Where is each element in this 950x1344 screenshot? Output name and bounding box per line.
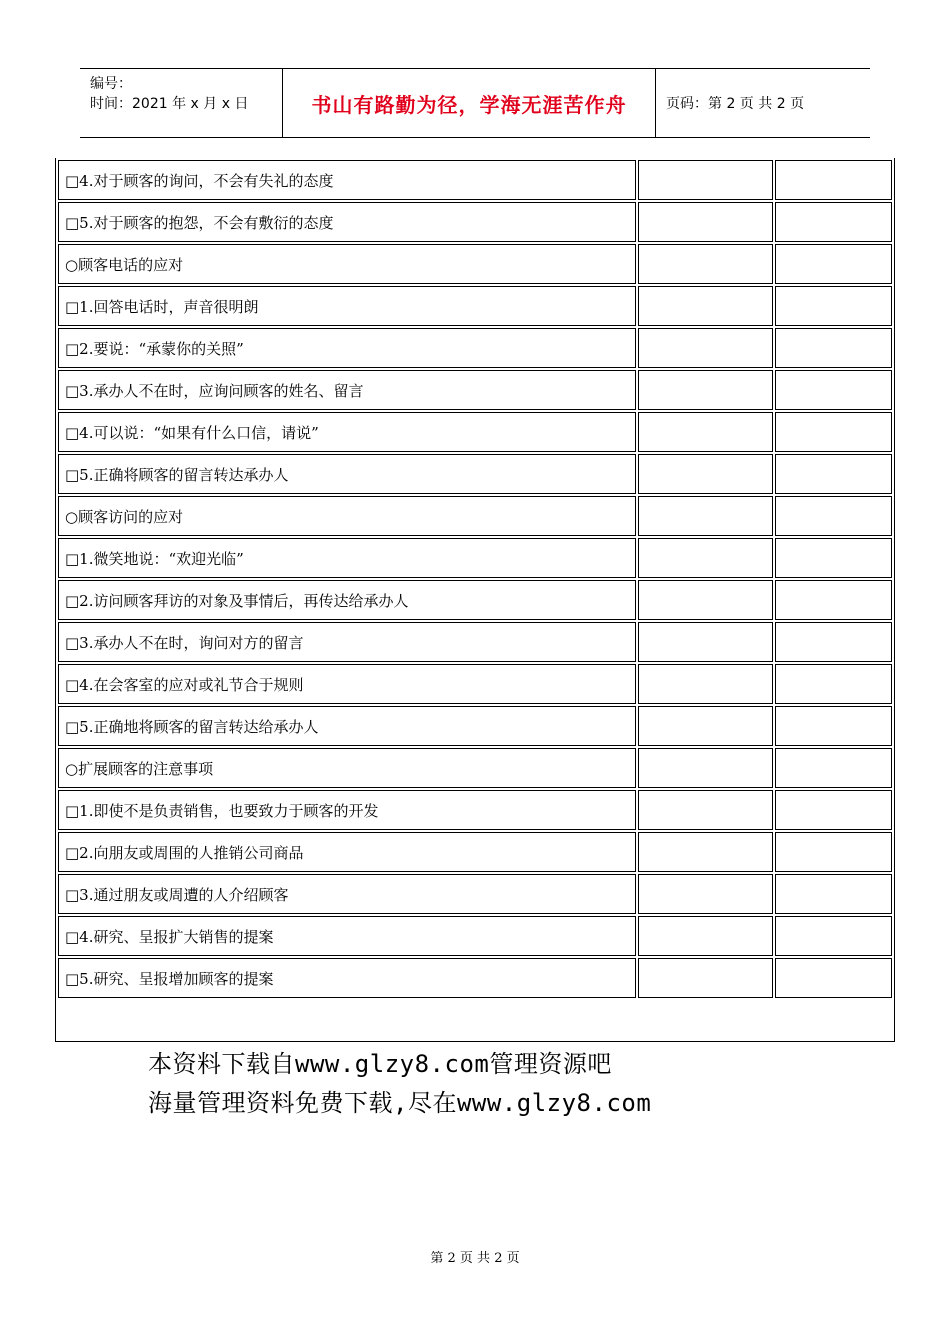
checklist-item-label: □1.即使不是负责销售，也要致力于顾客的开发 [58, 790, 636, 830]
check-cell-2[interactable] [775, 706, 892, 746]
table-row [58, 916, 892, 956]
header-page-info [656, 69, 870, 137]
checklist-body [58, 160, 892, 998]
checklist-table-frame [55, 158, 895, 1042]
check-cell-2[interactable] [775, 496, 892, 536]
check-cell-1[interactable] [638, 244, 773, 284]
table-row [58, 874, 892, 914]
table-row [58, 328, 892, 368]
table-row [58, 958, 892, 998]
check-cell-1[interactable] [638, 286, 773, 326]
table-row [58, 454, 892, 494]
check-cell-1[interactable] [638, 580, 773, 620]
check-cell-2[interactable] [775, 370, 892, 410]
page-info-text: 页码：第 2 页 共 2 页 [666, 96, 805, 112]
table-row [58, 496, 892, 536]
check-cell-1[interactable] [638, 748, 773, 788]
check-cell-1[interactable] [638, 538, 773, 578]
check-cell-1[interactable] [638, 370, 773, 410]
page-footer: 第 2 页 共 2 页 [430, 1251, 520, 1266]
checklist-item-label: ○顾客访问的应对 [58, 496, 636, 536]
table-row [58, 706, 892, 746]
checklist-item-label: ○扩展顾客的注意事项 [58, 748, 636, 788]
checklist-item-label: ○顾客电话的应对 [58, 244, 636, 284]
checklist-item-label: □5.研究、呈报增加顾客的提案 [58, 958, 636, 998]
check-cell-2[interactable] [775, 622, 892, 662]
time-label: 时间：2021 年 x 月 x 日 [90, 96, 249, 112]
promo-line-1: 本资料下载自www.glzy8.com管理资源吧 [148, 1050, 612, 1078]
check-cell-1[interactable] [638, 706, 773, 746]
header-meta [80, 69, 283, 137]
promo-line-2: 海量管理资料免费下载,尽在www.glzy8.com [148, 1089, 652, 1117]
check-cell-2[interactable] [775, 958, 892, 998]
table-row [58, 244, 892, 284]
table-row [58, 832, 892, 872]
check-cell-1[interactable] [638, 496, 773, 536]
check-cell-2[interactable] [775, 412, 892, 452]
checklist-item-label: □5.正确地将顾客的留言转达给承办人 [58, 706, 636, 746]
check-cell-2[interactable] [775, 832, 892, 872]
check-cell-1[interactable] [638, 916, 773, 956]
table-row [58, 286, 892, 326]
check-cell-1[interactable] [638, 328, 773, 368]
check-cell-1[interactable] [638, 412, 773, 452]
check-cell-2[interactable] [775, 748, 892, 788]
checklist-item-label: □1.回答电话时，声音很明朗 [58, 286, 636, 326]
check-cell-2[interactable] [775, 454, 892, 494]
checklist-item-label: □4.在会客室的应对或礼节合于规则 [58, 664, 636, 704]
check-cell-2[interactable] [775, 244, 892, 284]
checklist-table [56, 158, 894, 1000]
checklist-item-label: □5.对于顾客的抱怨，不会有敷衍的态度 [58, 202, 636, 242]
checklist-item-label: □2.要说：“承蒙你的关照” [58, 328, 636, 368]
check-cell-1[interactable] [638, 622, 773, 662]
checklist-item-label: □3.承办人不在时，询问对方的留言 [58, 622, 636, 662]
checklist-item-label: □1.微笑地说：“欢迎光临” [58, 538, 636, 578]
checklist-item-label: □4.研究、呈报扩大销售的提案 [58, 916, 636, 956]
check-cell-2[interactable] [775, 916, 892, 956]
check-cell-1[interactable] [638, 454, 773, 494]
check-cell-1[interactable] [638, 958, 773, 998]
check-cell-1[interactable] [638, 874, 773, 914]
table-row [58, 160, 892, 200]
table-row [58, 748, 892, 788]
table-row [58, 664, 892, 704]
check-cell-1[interactable] [638, 202, 773, 242]
table-row [58, 202, 892, 242]
slogan-text: 书山有路勤为径，学海无涯苦作舟 [311, 92, 627, 117]
number-label: 编号： [90, 76, 132, 92]
table-row [58, 622, 892, 662]
checklist-item-label: □4.可以说：“如果有什么口信，请说” [58, 412, 636, 452]
table-row [58, 538, 892, 578]
check-cell-2[interactable] [775, 538, 892, 578]
check-cell-2[interactable] [775, 202, 892, 242]
table-row [58, 370, 892, 410]
check-cell-1[interactable] [638, 160, 773, 200]
check-cell-1[interactable] [638, 790, 773, 830]
table-row [58, 580, 892, 620]
check-cell-2[interactable] [775, 328, 892, 368]
document-header [80, 68, 870, 138]
table-row [58, 790, 892, 830]
check-cell-2[interactable] [775, 580, 892, 620]
check-cell-1[interactable] [638, 832, 773, 872]
checklist-item-label: □3.承办人不在时，应询问顾客的姓名、留言 [58, 370, 636, 410]
check-cell-2[interactable] [775, 160, 892, 200]
table-row [58, 412, 892, 452]
checklist-item-label: □4.对于顾客的询问，不会有失礼的态度 [58, 160, 636, 200]
check-cell-2[interactable] [775, 874, 892, 914]
checklist-item-label: □3.通过朋友或周遭的人介绍顾客 [58, 874, 636, 914]
checklist-item-label: □2.向朋友或周围的人推销公司商品 [58, 832, 636, 872]
check-cell-2[interactable] [775, 790, 892, 830]
check-cell-1[interactable] [638, 664, 773, 704]
check-cell-2[interactable] [775, 286, 892, 326]
checklist-item-label: □5.正确将顾客的留言转达承办人 [58, 454, 636, 494]
check-cell-2[interactable] [775, 664, 892, 704]
checklist-item-label: □2.访问顾客拜访的对象及事情后，再传达给承办人 [58, 580, 636, 620]
header-slogan [283, 69, 656, 137]
